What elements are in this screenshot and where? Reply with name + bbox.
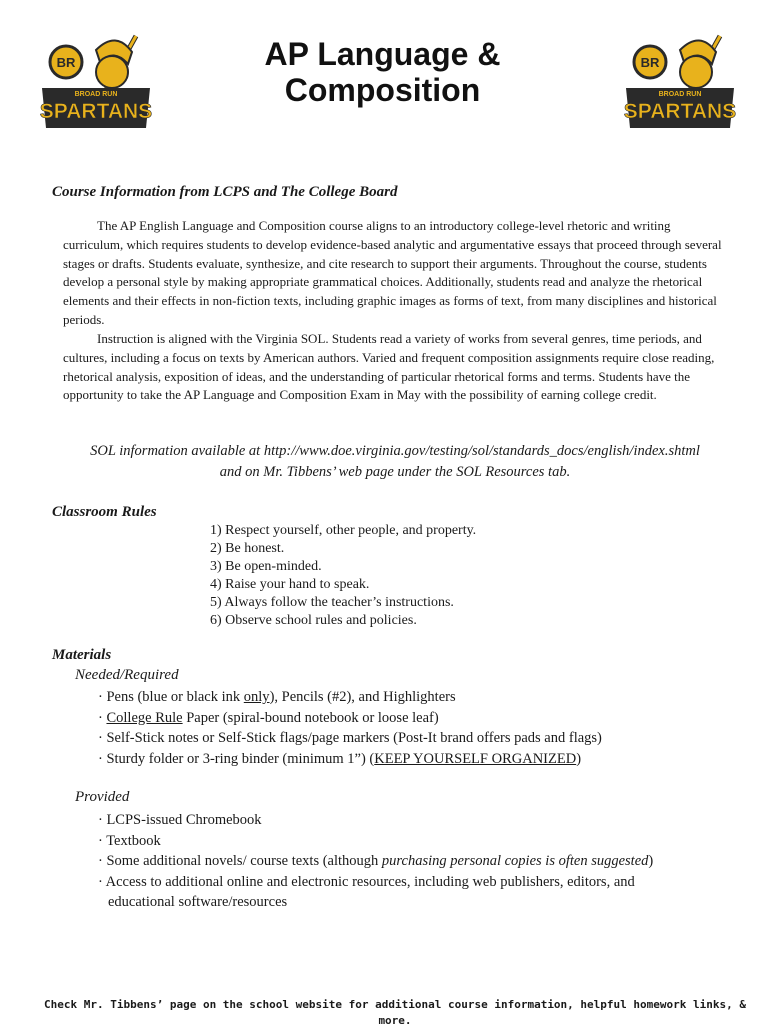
rule-item: 5) Always follow the teacher’s instructions. (210, 595, 454, 610)
rule-item: 1) Respect yourself, other people, and property. (210, 523, 477, 538)
course-info-heading: Course Information from LCPS and The College Board (52, 184, 398, 200)
logo-top-text: BROAD RUN (74, 91, 118, 98)
logo-name-text: SPARTANS (39, 100, 153, 123)
rule-item: 6) Observe school rules and policies. (210, 613, 417, 628)
list-item: · Some additional novels/ course texts (although purchasing personal copies is often suggested) (98, 853, 654, 870)
needed-heading: Needed/Required (75, 667, 179, 683)
list-item-continuation: educational software/resources (108, 894, 288, 911)
classroom-rules-heading: Classroom Rules (52, 504, 157, 520)
list-item: · Sturdy folder or 3-ring binder (minimum 1”) (KEEP YOURSELF ORGANIZED) (98, 750, 582, 767)
needed-list (98, 687, 602, 769)
rule-item: 3) Be open-minded. (210, 559, 322, 574)
classroom-rules-list (210, 522, 476, 630)
course-info-paragraph-1-text: The AP English Language and Composition course aligns to an introductory college-level rhetoric and writing curriculum, which requires students to develop evidence-based analytic and argumentative essays that proceed through several stages or drafts. Students evaluate, synthesize, and cite research to support their arguments. Throughout the course, students develop a personal style by making appropriate grammatical choices. Additionally, students read and analyze the rhetorical elements and their effects in non-fiction texts, including graphic images as forms of text, from many disciplines and historical periods. (63, 218, 722, 327)
list-item: · College Rule Paper (spiral-bound notebook or loose leaf) (98, 709, 439, 726)
school-logo-left (36, 30, 156, 134)
provided-heading: Provided (75, 789, 130, 805)
page-title: AP Language & Composition (264, 36, 501, 108)
course-info-paragraph-1 (63, 217, 728, 330)
list-item: · Self-Stick notes or Self-Stick flags/page markers (Post-It brand offers pads and flags) (98, 730, 602, 747)
materials-heading: Materials (52, 647, 112, 663)
footer-note: Check Mr. Tibbens’ page on the school website for additional course information, helpful homework links, & more. (44, 998, 746, 1027)
logo-top-text: BROAD RUN (658, 91, 702, 98)
logo-name-text: SPARTANS (623, 100, 737, 123)
sol-note-line-2: and on Mr. Tibbens’ web page under the SOL Resources tab. (219, 464, 571, 480)
school-logo-right (620, 30, 740, 134)
sol-note (40, 441, 750, 483)
list-item: · Access to additional online and electronic resources, including web publishers, editors, and (98, 873, 635, 890)
rule-item: 4) Raise your hand to speak. (210, 577, 370, 592)
list-item: · Textbook (98, 832, 161, 849)
list-item: · LCPS-issued Chromebook (98, 812, 262, 828)
sol-note-line-1: SOL information available at http://www.doe.virginia.gov/testing/sol/standards_docs/english/index.shtml (90, 443, 700, 459)
course-info-paragraph-2 (63, 330, 728, 405)
logo-badge-text: BR (640, 55, 660, 70)
course-info-paragraph-2-text: Instruction is aligned with the Virginia SOL. Students read a variety of works from several genres, time periods, and cultures, including a focus on texts by American authors. Varied and frequent composition assignments require close reading, rhetorical analysis, exposition of ideas, and the understanding of particular rhetorical forms and terms. Students have the opportunity to take the AP Language and Composition Exam in May with the possibility of earning college credit. (63, 331, 715, 403)
logo-badge-text: BR (56, 55, 76, 70)
rule-item: 2) Be honest. (210, 541, 285, 556)
list-item: · Pens (blue or black ink only), Pencils (#2), and Highlighters (98, 689, 456, 705)
provided-list (98, 810, 653, 913)
